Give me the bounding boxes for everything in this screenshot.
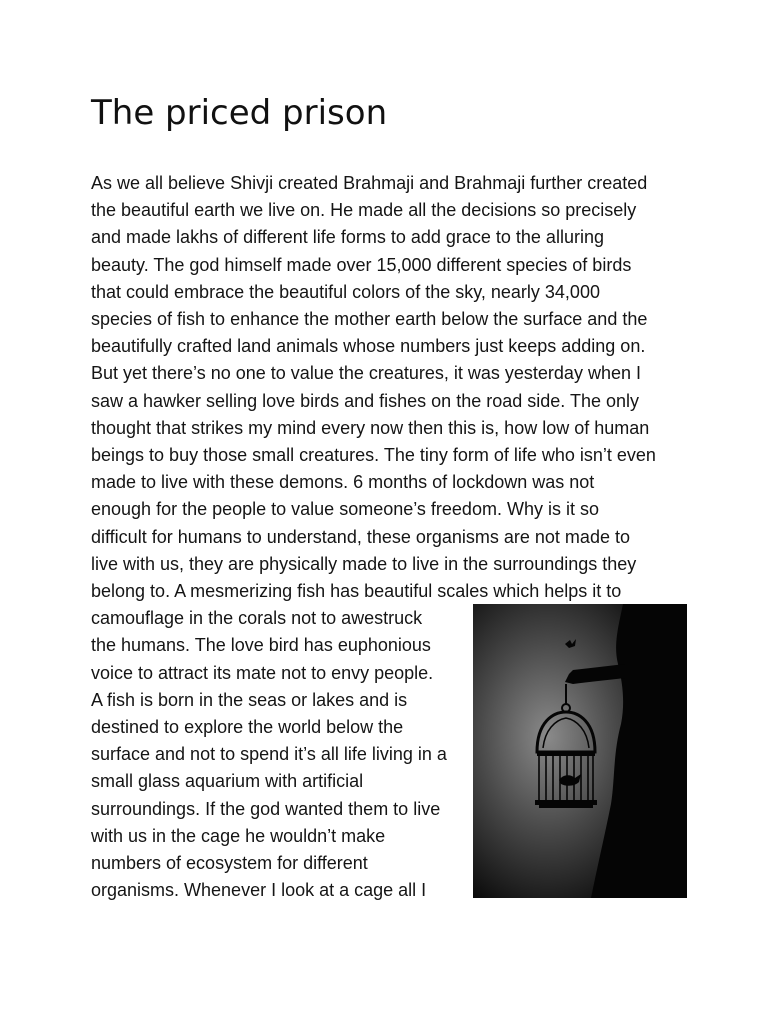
document-title: The priced prison	[91, 93, 388, 133]
body-line: with us in the cage he wouldn’t make	[91, 825, 386, 846]
body-line: beautifully crafted land animals whose numbers just keeps adding on.	[91, 336, 646, 357]
body-line: that could embrace the beautiful colors of the sky, nearly 34,000	[91, 281, 600, 302]
body-line: beings to buy those small creatures. The tiny form of life who isn’t even	[91, 445, 656, 465]
body-line: thought that strikes my mind every now then this is, how low of human	[91, 417, 650, 438]
body-line: organisms. Whenever I look at a cage all I	[91, 880, 427, 901]
body-line: destined to explore the world below the	[91, 717, 404, 737]
body-line: surface and not to spend it’s all life living in a	[91, 744, 447, 765]
illustration-art	[473, 604, 687, 898]
body-line: numbers of ecosystem for different	[91, 853, 368, 873]
body-line: But yet there’s no one to value the creatures, it was yesterday when I	[91, 363, 641, 384]
body-line: species of fish to enhance the mother earth below the surface and the	[91, 309, 648, 329]
body-line: small glass aquarium with artificial	[91, 771, 364, 792]
body-line: As we all believe Shivji created Brahmaji and Brahmaji further created	[91, 173, 648, 193]
body-line: the humans. The love bird has euphonious	[91, 635, 431, 656]
body-line: A fish is born in the seas or lakes and is	[91, 689, 408, 710]
body-line: made to live with these demons. 6 months of lockdown was not	[91, 472, 595, 493]
body-line: and made lakhs of different life forms to add grace to the alluring	[91, 227, 604, 248]
body-line: beauty. The god himself made over 15,000 different species of birds	[91, 254, 632, 275]
body-line: difficult for humans to understand, these organisms are not made to	[91, 526, 630, 547]
body-line: voice to attract its mate not to envy people.	[91, 662, 434, 683]
body-line: camouflage in the corals not to awestruck	[91, 608, 423, 629]
caged-bird-illustration	[473, 604, 687, 898]
body-line: saw a hawker selling love birds and fishes on the road side. The only	[91, 390, 639, 411]
body-line: belong to. A mesmerizing fish has beautiful scales which helps it to	[91, 581, 622, 601]
body-line: live with us, they are physically made to live in the surroundings they	[91, 553, 637, 574]
body-line: the beautiful earth we live on. He made all the decisions so precisely	[91, 200, 637, 221]
body-line: surroundings. If the god wanted them to live	[91, 798, 441, 819]
body-line: enough for the people to value someone’s freedom. Why is it so	[91, 499, 599, 520]
